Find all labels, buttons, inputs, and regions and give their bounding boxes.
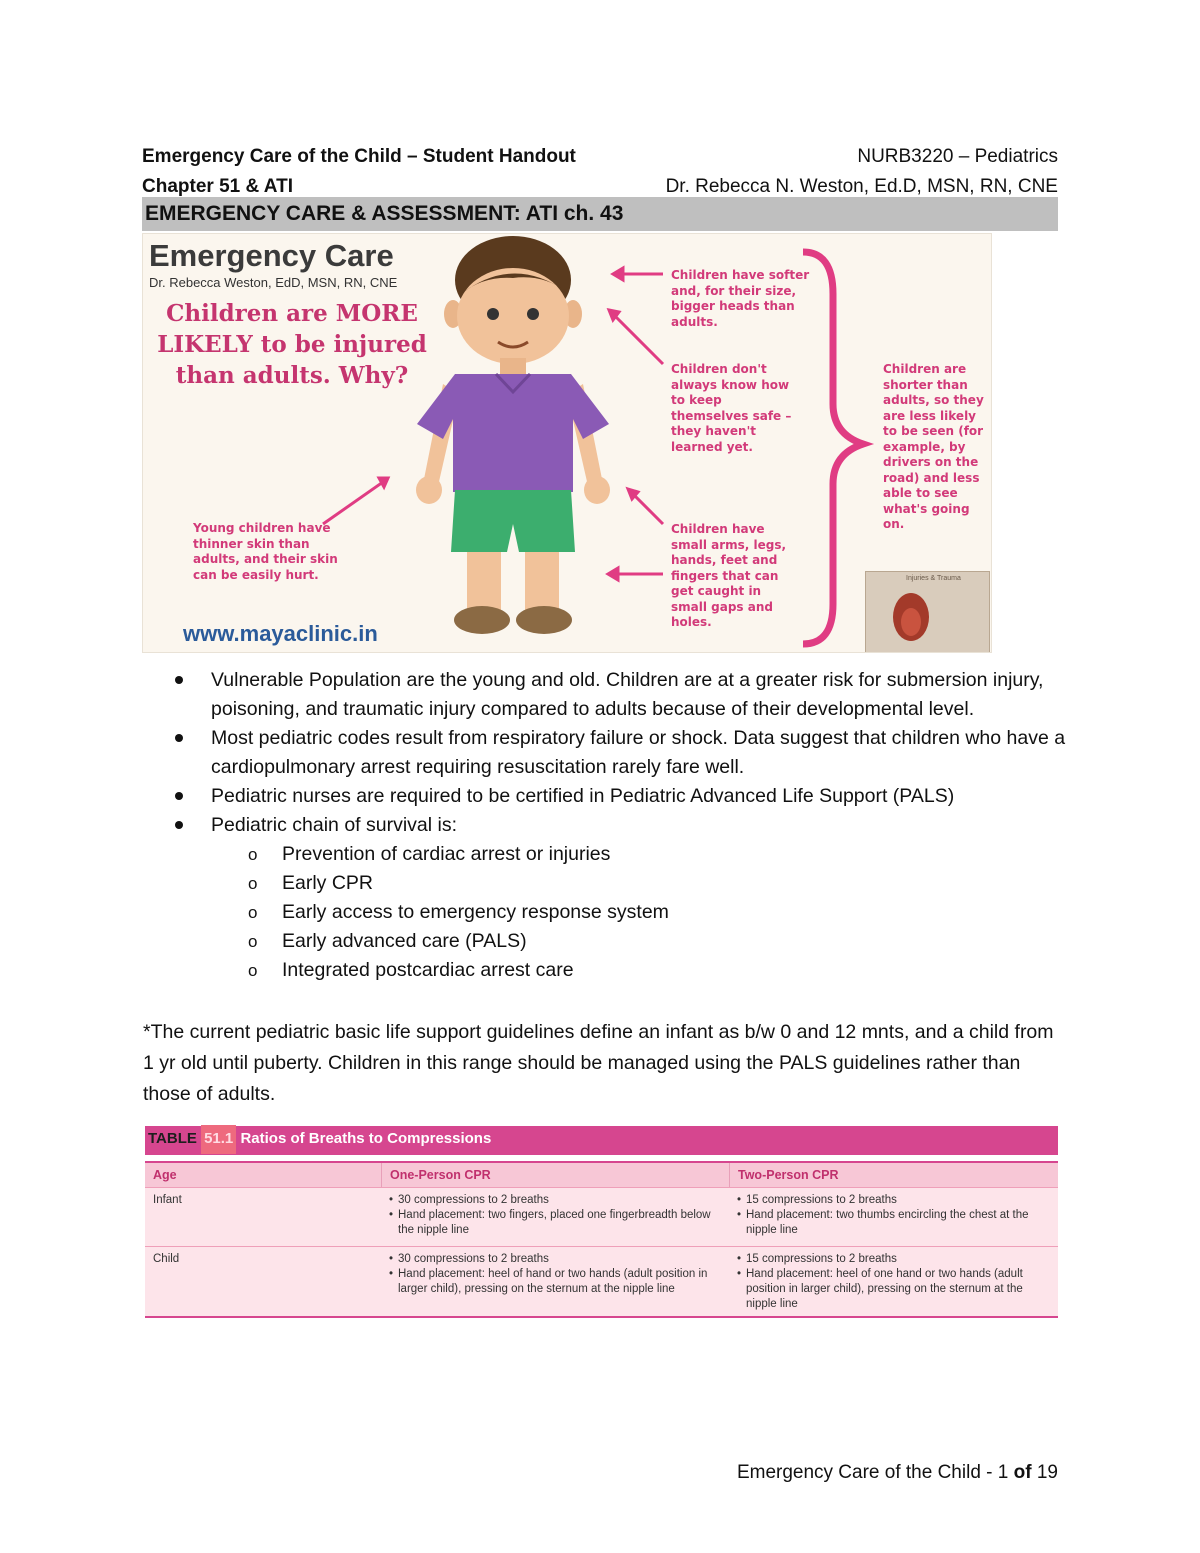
bullet-item: Vulnerable Population are the young and old. Children are at a greater risk for submersion injury, poisoning, and traumatic injury compared to adults because of their developmental level. [175,666,1075,724]
infographic-image [142,233,992,653]
one-person-cell [381,1247,729,1316]
wound-image [866,582,991,652]
table-cell-item: • 30 compressions to 2 breaths [389,1252,721,1267]
chain-item: o Prevention of cardiac arrest or injuries [175,840,1075,869]
infographic-question: Children are MORE LIKELY to be injured than adults. Why? [157,300,427,389]
table-cell-item: • Hand placement: two fingers, placed one fingerbreadth below the nipple line [389,1208,721,1238]
note-safety: Children don't always know how to keep themselves safe – they haven't learned yet. [671,362,792,454]
bullet-item: Pediatric nurses are required to be certified in Pediatric Advanced Life Support (PALS) [175,782,1075,811]
age-cell: Infant [153,1194,182,1206]
infographic-title: Emergency Care [149,238,394,273]
column-header: Age [153,1168,177,1182]
table-cell-item: • Hand placement: heel of hand or two hands (adult position in larger child), pressing on the sternum at the nipple line [389,1267,721,1297]
two-person-cell [729,1247,1058,1316]
bullet-item: Pediatric chain of survival is: [175,811,1075,840]
thumbnail-caption: Injuries & Trauma [906,575,961,582]
chain-item: o Integrated postcardiac arrest care [175,956,1075,985]
chapter-label: Chapter 51 & ATI [142,176,293,197]
table-title: Ratios of Breaths to Compressions [240,1130,492,1147]
note-limbs: Children have small arms, legs, hands, feet and fingers that can get caught in small gaps and holes. [671,522,787,629]
table-number: 51.1 [201,1125,236,1154]
column-header: One-Person CPR [381,1163,729,1187]
page-footer [737,1462,1058,1484]
bullet-item: Most pediatric codes result from respiratory failure or shock. Data suggest that children who have a cardiopulmonary arrest requiring resuscitation rarely fare well. [175,724,1075,782]
page-number: 1 [997,1462,1009,1483]
bullet-list [175,666,1075,985]
table-header-row [145,1161,1058,1187]
injury-thumbnail [865,571,990,653]
footer-of: of [1013,1462,1032,1483]
one-person-cell [381,1188,729,1246]
footer-text: Emergency Care of the Child - [736,1462,993,1483]
table-label: TABLE [148,1130,197,1147]
note-shorter: Children are shorter than adults, so they are less likely to be seen (for example, by drivers on the road) and less able to see what's going on. [883,362,984,531]
note-skin: Young children have thinner skin than adults, and their skin can be easily hurt. [193,521,338,582]
note-heads: Children have softer and, for their size, bigger heads than adults. [671,268,810,329]
table-title-bar [145,1126,1058,1155]
instructor-label: Dr. Rebecca N. Weston, Ed.D, MSN, RN, CNE [665,176,1058,197]
age-definition-note: *The current pediatric basic life support guidelines define an infant as b/w 0 and 12 mnts, and a child from 1 yr old until puberty. Children in this range should be managed using the PALS guidelines rather than those of adults. [143,1021,1054,1105]
chain-item: o Early access to emergency response system [175,898,1075,927]
two-person-cell [729,1188,1058,1246]
table-cell-item: • 15 compressions to 2 breaths [737,1193,1050,1208]
table-cell-item: • Hand placement: heel of one hand or two hands (adult position in larger child), pressing on the sternum at the nipple line [737,1267,1050,1312]
column-header: Two-Person CPR [729,1163,1058,1187]
table-row [145,1187,1058,1246]
table-cell-item: • 30 compressions to 2 breaths [389,1193,721,1208]
age-cell: Child [153,1253,180,1265]
table-row [145,1246,1058,1318]
course-label: NURB3220 – Pediatrics [857,146,1058,167]
chain-item: o Early advanced care (PALS) [175,927,1075,956]
cpr-ratio-table [145,1126,1058,1318]
document-title: Emergency Care of the Child – Student Handout [142,146,576,167]
table-cell-item: • 15 compressions to 2 breaths [737,1252,1050,1267]
infographic-website: www.mayaclinic.in [183,621,378,646]
page-total: 19 [1036,1462,1058,1483]
infographic-author: Dr. Rebecca Weston, EdD, MSN, RN, CNE [149,275,398,290]
chain-item: o Early CPR [175,869,1075,898]
table-cell-item: • Hand placement: two thumbs encircling the chest at the nipple line [737,1208,1050,1238]
section-heading: EMERGENCY CARE & ASSESSMENT: ATI ch. 43 [142,197,1058,231]
